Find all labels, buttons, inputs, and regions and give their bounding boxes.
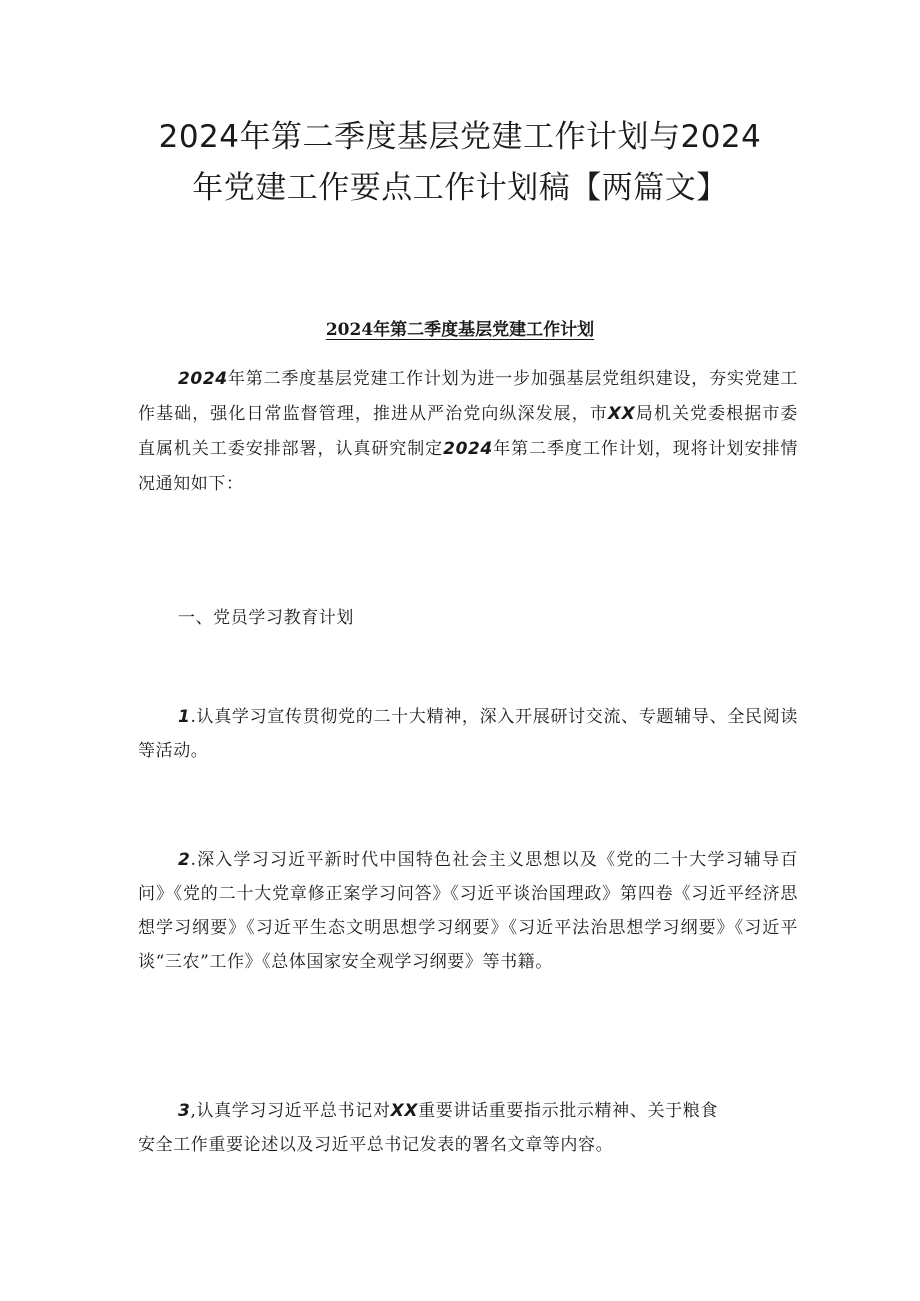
item-2-number: 2 (178, 850, 191, 870)
intro-text-part2: 局机关党委根据市委直属机关工委安排部署，认真研究制定 (138, 404, 798, 459)
section-subtitle: 2024年第二季度基层党建工作计划 (325, 320, 595, 340)
item-1-number: 1 (178, 707, 191, 727)
intro-text-part3: 年第二季度工作计划，现将计划安排情况通知如下： (138, 439, 798, 494)
intro-text-part1: 年第二季度基层党建工作计划为进一步加强基层党组织建设，夯实党建工作基础，强化日常监督管理，推进从严治党向纵深发展，市 (138, 369, 798, 424)
item-3-number: 3 (178, 1101, 191, 1121)
item-3-text-b: 重要讲话重要指示批示精神、关于粮食安全工作重要论述以及习近平总书记发表的署名文章等内容。 (138, 1101, 718, 1155)
list-item-2 (138, 843, 798, 979)
document-title-line1: 2024年第二季度基层党建工作计划与2024 (158, 119, 762, 155)
document-title (130, 112, 790, 214)
section-heading-one: 一、党员学习教育计划 (178, 608, 354, 628)
list-item-1 (138, 700, 798, 768)
list-item-3 (138, 1094, 718, 1162)
item-2-text: 深入学习习近平新时代中国特色社会主义思想以及《党的二十大学习辅导百问》《党的二十大党章修正案学习问答》《习近平谈治国理政》第四卷《习近平经济思想学习纲要》《习近平生态文明思想学习纲要》《习近平法治思想学习纲要》《习近平谈“三农”工作》《总体国家安全观学习纲要》等书籍。 (138, 850, 798, 972)
item-3-text-a: 认真学习习近平总书记对 (196, 1101, 391, 1121)
intro-year: 2024 (443, 439, 493, 459)
item-3-xx-placeholder: XX (390, 1101, 419, 1121)
item-2-separator: . (190, 850, 197, 870)
item-1-text: 认真学习宣传贯彻党的二十大精神，深入开展研讨交流、专题辅导、全民阅读等活动。 (138, 707, 798, 761)
item-1-separator: . (190, 707, 197, 727)
item-3-separator: , (190, 1101, 197, 1121)
intro-xx-placeholder: XX (607, 404, 636, 424)
intro-paragraph (138, 362, 798, 502)
document-title-line2: 年党建工作要点工作计划稿【两篇文】 (192, 170, 728, 206)
intro-lead-number: 2024 (178, 369, 228, 389)
